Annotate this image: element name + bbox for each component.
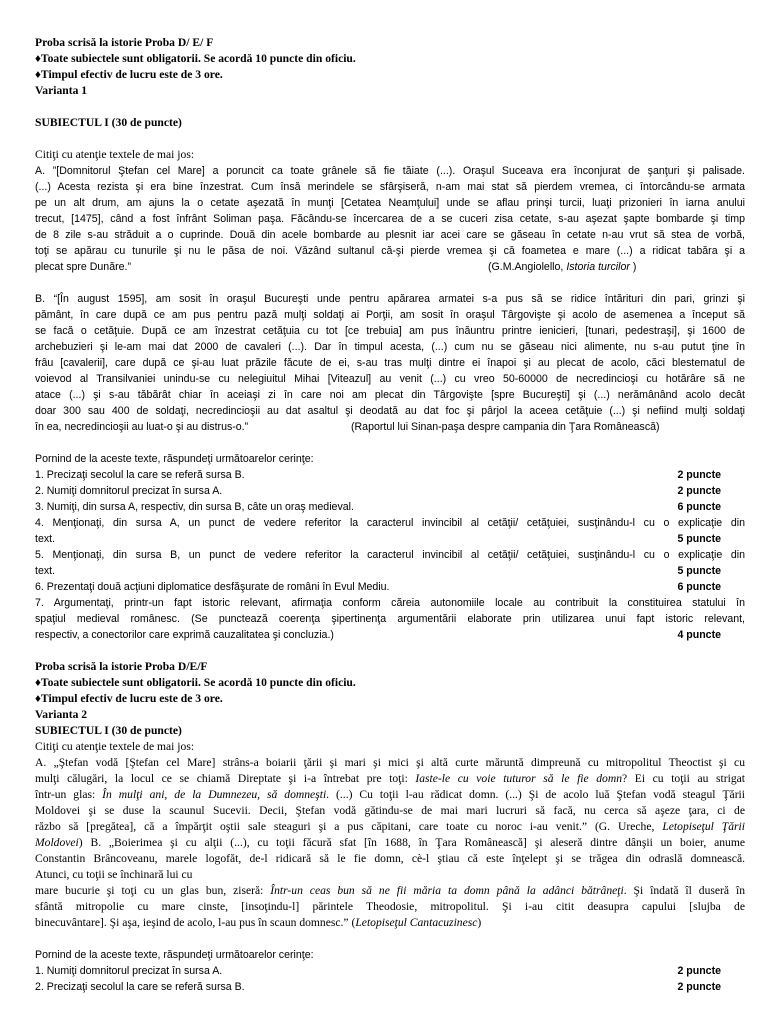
source-a-line: de 8 zile s-au străduit a o cuprinde. Două din acele bombarde au plesnit iar acei care se găseau în cetate n-au vrut să stea de vorbă, (35, 229, 745, 241)
source-b-line: voievod al Transilvaniei unindu-se cu nelegiuitul Mihai [Viteazul] au venit (...) cu vreo 50-60000 de necredincioşi cu hotărâre să ne (35, 373, 745, 385)
points-1: 2 puncte (677, 965, 721, 977)
source-b-end: în ea, necredincioşii au luat-o şi au distrus-o.” (35, 421, 249, 433)
source-a-line: Moldovei şi se duse la scaunul Sucevii. Decii, Ştefan vodă gătindu-se de mai mari lucruri să facă, nu cerca să aşeze ţara, ci de (35, 804, 745, 817)
source-b-line: pământ, în care după ce am pus pentru pază mulţi soldaţi ai Porţii, am sosit în oraşul Târgovişte şi acolo de asemenea a început să (35, 309, 745, 321)
source-b-line: Moldovei) B. „Boierimea şi cu alţii (...), cu toţii făcură sfat [în 1688, în Ţara Românească] şi aleseră dintre dânşii un boier, anume (35, 836, 745, 849)
points-4: 5 puncte (677, 533, 721, 545)
source-a-line: într-un glas: În mulţi ani, de la Dumnezeu, să domneşti. (...) Cu toţii l-au rădicat domn. (...) Şi de acolo luă Ştefan vodă steagul Ţării (35, 788, 745, 801)
rule-mandatory: ♦Toate subiectele sunt obligatorii. Se acordă 10 puncte din oficiu. (35, 52, 356, 65)
rule-time: ♦Timpul efectiv de lucru este de 3 ore. (35, 68, 223, 81)
rule-mandatory: ♦Toate subiectele sunt obligatorii. Se acordă 10 puncte din oficiu. (35, 676, 356, 689)
source-a-line: A. „Ştefan vodă [Ştefan cel Mare] strâns-a boiarii ţării şi mari şi mici şi altă curte măruntă dimpreună cu mitropolitul Theoctist şi cu (35, 756, 745, 769)
question-7-end: respectiv, a conectorilor care exprimă cauzalitatea şi concluzia.) 4 puncte (35, 629, 721, 641)
source-a-line: trecut, [1475], când a fost înfrânt Soliman paşa. Făcându-se încercarea de a se cuceri zisa cetate, s-au aşezat şapte bombarde şi timp (35, 213, 745, 225)
question-6: 6. Prezentaţi două acţiuni diplomatice desfăşurate de români în Evul Mediu. 6 puncte (35, 581, 721, 593)
points-6: 6 puncte (677, 581, 721, 593)
source-a-line (35, 259, 745, 275)
exam-title: Proba scrisă la istorie Proba D/E/F (35, 660, 208, 673)
points-2: 2 puncte (677, 485, 721, 497)
source-b-line: binecuvântare]. Şi aşa, ieşind de acolo, l-au pus în scaun domnesc.” (Letopiseţul Cantacuzinesc) (35, 916, 482, 929)
source-a-end: plecat spre Dunăre.” (35, 261, 131, 273)
points-3: 6 puncte (677, 501, 721, 513)
source-b-line: sfântă mitropolie cu mare cinste, [insoţindu-l] părintele Theodosie, mitropolitul. Şi i-au citit deasupra capului [slujba de (35, 900, 745, 913)
source-b-line: Atunci, cu toţii se închinară lui cu (35, 868, 193, 881)
question-5-cont: text. 5 puncte (35, 565, 721, 577)
question-7: 7. Argumentaţi, printr-un fapt istoric relevant, afirmaţia conform căreia autonomiile locale au contribuit la constituirea statului în (35, 597, 745, 609)
question-2: 2. Numiţi domnitorul precizat în sursa A. 2 puncte (35, 485, 721, 497)
subject-heading: SUBIECTUL I (30 de puncte) (35, 724, 182, 737)
question-1: 1. Numiţi domnitorul precizat în sursa A. 2 puncte (35, 965, 721, 977)
question-4: 4. Menţionaţi, din sursa A, un punct de vedere referitor la caracterul invincibil al cetăţii/ cetăţuiei, susţinându-l cu o explicaţie din (35, 517, 745, 529)
points-7: 4 puncte (677, 629, 721, 641)
exam-title: Proba scrisă la istorie Proba D/ E/ F (35, 36, 214, 49)
variant-label: Varianta 2 (35, 708, 88, 721)
question-5: 5. Menţionaţi, din sursa B, un punct de vedere referitor la caracterul invincibil al cetăţii/ cetăţuiei, susţinându-l cu o explicaţie din (35, 549, 745, 561)
source-b-line: se facă o cetăţuie. După ce am înzestrat cetăţuia cu tot [ce trebuia] am pus înăuntru printre ienicieri, [tunari, pedestraşi], şi 1600 de (35, 325, 745, 337)
source-a-line: toţi se apărau cu tunurile şi nu le păsa de noi. Văzând sultanul că-şi pierde vremea şi că foametea e mare (...) a ridicat tabăra şi a (35, 245, 745, 257)
variant-label: Varianta 1 (35, 84, 88, 97)
points-5: 5 puncte (677, 565, 721, 577)
points-2: 2 puncte (677, 981, 721, 993)
intro-text: Citiţi cu atenţie textele de mai jos: (35, 148, 195, 161)
source-b-line: atace (...) şi s-au tăbărât chiar în aceiaşi zi în care noi am plecat din Târgovişte [spre Bucureşti] şi (...) nerămânând acolo decât (35, 389, 745, 401)
source-b-line (35, 419, 745, 435)
question-4-cont: text. 5 puncte (35, 533, 721, 545)
source-b-citation: (Raportul lui Sinan-paşa despre campania din Ţara Românească) (351, 421, 660, 433)
requirements-intro: Pornind de la aceste texte, răspundeţi următoarelor cerinţe: (35, 453, 314, 465)
source-a-line: pe un alt drum, am ajuns la o cetate aşezată în munţi [Cetatea Neamţului] unde se aflau prinşi turcii, luaţi prizonieri în iarna anului (35, 197, 745, 209)
intro-text: Citiţi cu atenţie textele de mai jos: (35, 740, 195, 753)
rule-time: ♦Timpul efectiv de lucru este de 3 ore. (35, 692, 223, 705)
source-a-citation: (G.M.Angiolello, Istoria turcilor ) (488, 261, 637, 273)
source-b-line: mare bucurie şi toţi cu un glas bun, ziseră: Într-un ceas bun să ne fii măria ta domn până la adânci bătrâneţi. Şi îndată îl duseră în (35, 884, 745, 897)
source-a-line: (...) Acesta rezista şi era bine înzestrat. Cum însă merindele se sfârşiseră, n-am mai stat să pierdem vremea, ci întorcându-se armata (35, 181, 745, 193)
question-7-cont: spaţiul medieval românesc. (Se punctează coerenţa şipertinenţa argumentării elaborate prin utilizarea unui fapt istoric relevant, (35, 613, 745, 625)
source-a-line: războ să [pregătea], că a împărţit oştii sale steaguri şi a pus căpitani, care toate cu noroc i-au venit.” (G. Ureche, Letopiseţul Ţării (35, 820, 745, 833)
subject-heading: SUBIECTUL I (30 de puncte) (35, 116, 182, 129)
source-b-line: doar 300 sau 400 de soldaţi, necredincioşii au dat asaltul şi deodată au dat foc şi pârjol la aceea cetăţuie (...) şi nefiind mulţi soldaţi (35, 405, 745, 417)
question-2: 2. Precizaţi secolul la care se referă sursa B. 2 puncte (35, 981, 721, 993)
requirements-intro: Pornind de la aceste texte, răspundeţi următoarelor cerinţe: (35, 949, 314, 961)
source-b-line: archebuzieri şi le-am mai dat 2000 de cavaleri (...). Dar în timpul acesta, (...) cum nu se găseau nici alimente, nu s-au putut ţine în (35, 341, 745, 353)
source-b-line: Constantin Brâncoveanu, marele logofăt, de-l ridicară să le fie domn, cè-l ştiau că este înţelept şi se trăgea din odraslă domnească. (35, 852, 745, 865)
question-1: 1. Precizaţi secolul la care se referă sursa B. 2 puncte (35, 469, 721, 481)
source-a-line: mulţi călugări, la locul ce se chiamă Direptate şi i-a întrebat pre toţi: Iaste-le cu voie tuturor să le fie domn? Ei cu toţii au strigat (35, 772, 745, 785)
points-1: 2 puncte (677, 469, 721, 481)
source-a-line: A. ”[Domnitorul Ştefan cel Mare] a poruncit ca toate grânele să fie tăiate (...). Oraşul Suceava era înconjurat de şanţuri şi palisade. (35, 165, 745, 177)
source-b-line: frâu [cavalerii], care după ce şi-au luat prăzile făcute de ei, s-au tras mulţi dintre ei înapoi şi au plecat de acolo, căci blestematul de (35, 357, 745, 369)
question-3: 3. Numiţi, din sursa A, respectiv, din sursa B, câte un oraş medieval. 6 puncte (35, 501, 721, 513)
source-b-line: B. “[În august 1595], am sosit în oraşul Bucureşti unde pentru apărarea armatei s-a pus să se ridice întărituri din pari, grinzi şi (35, 293, 745, 305)
